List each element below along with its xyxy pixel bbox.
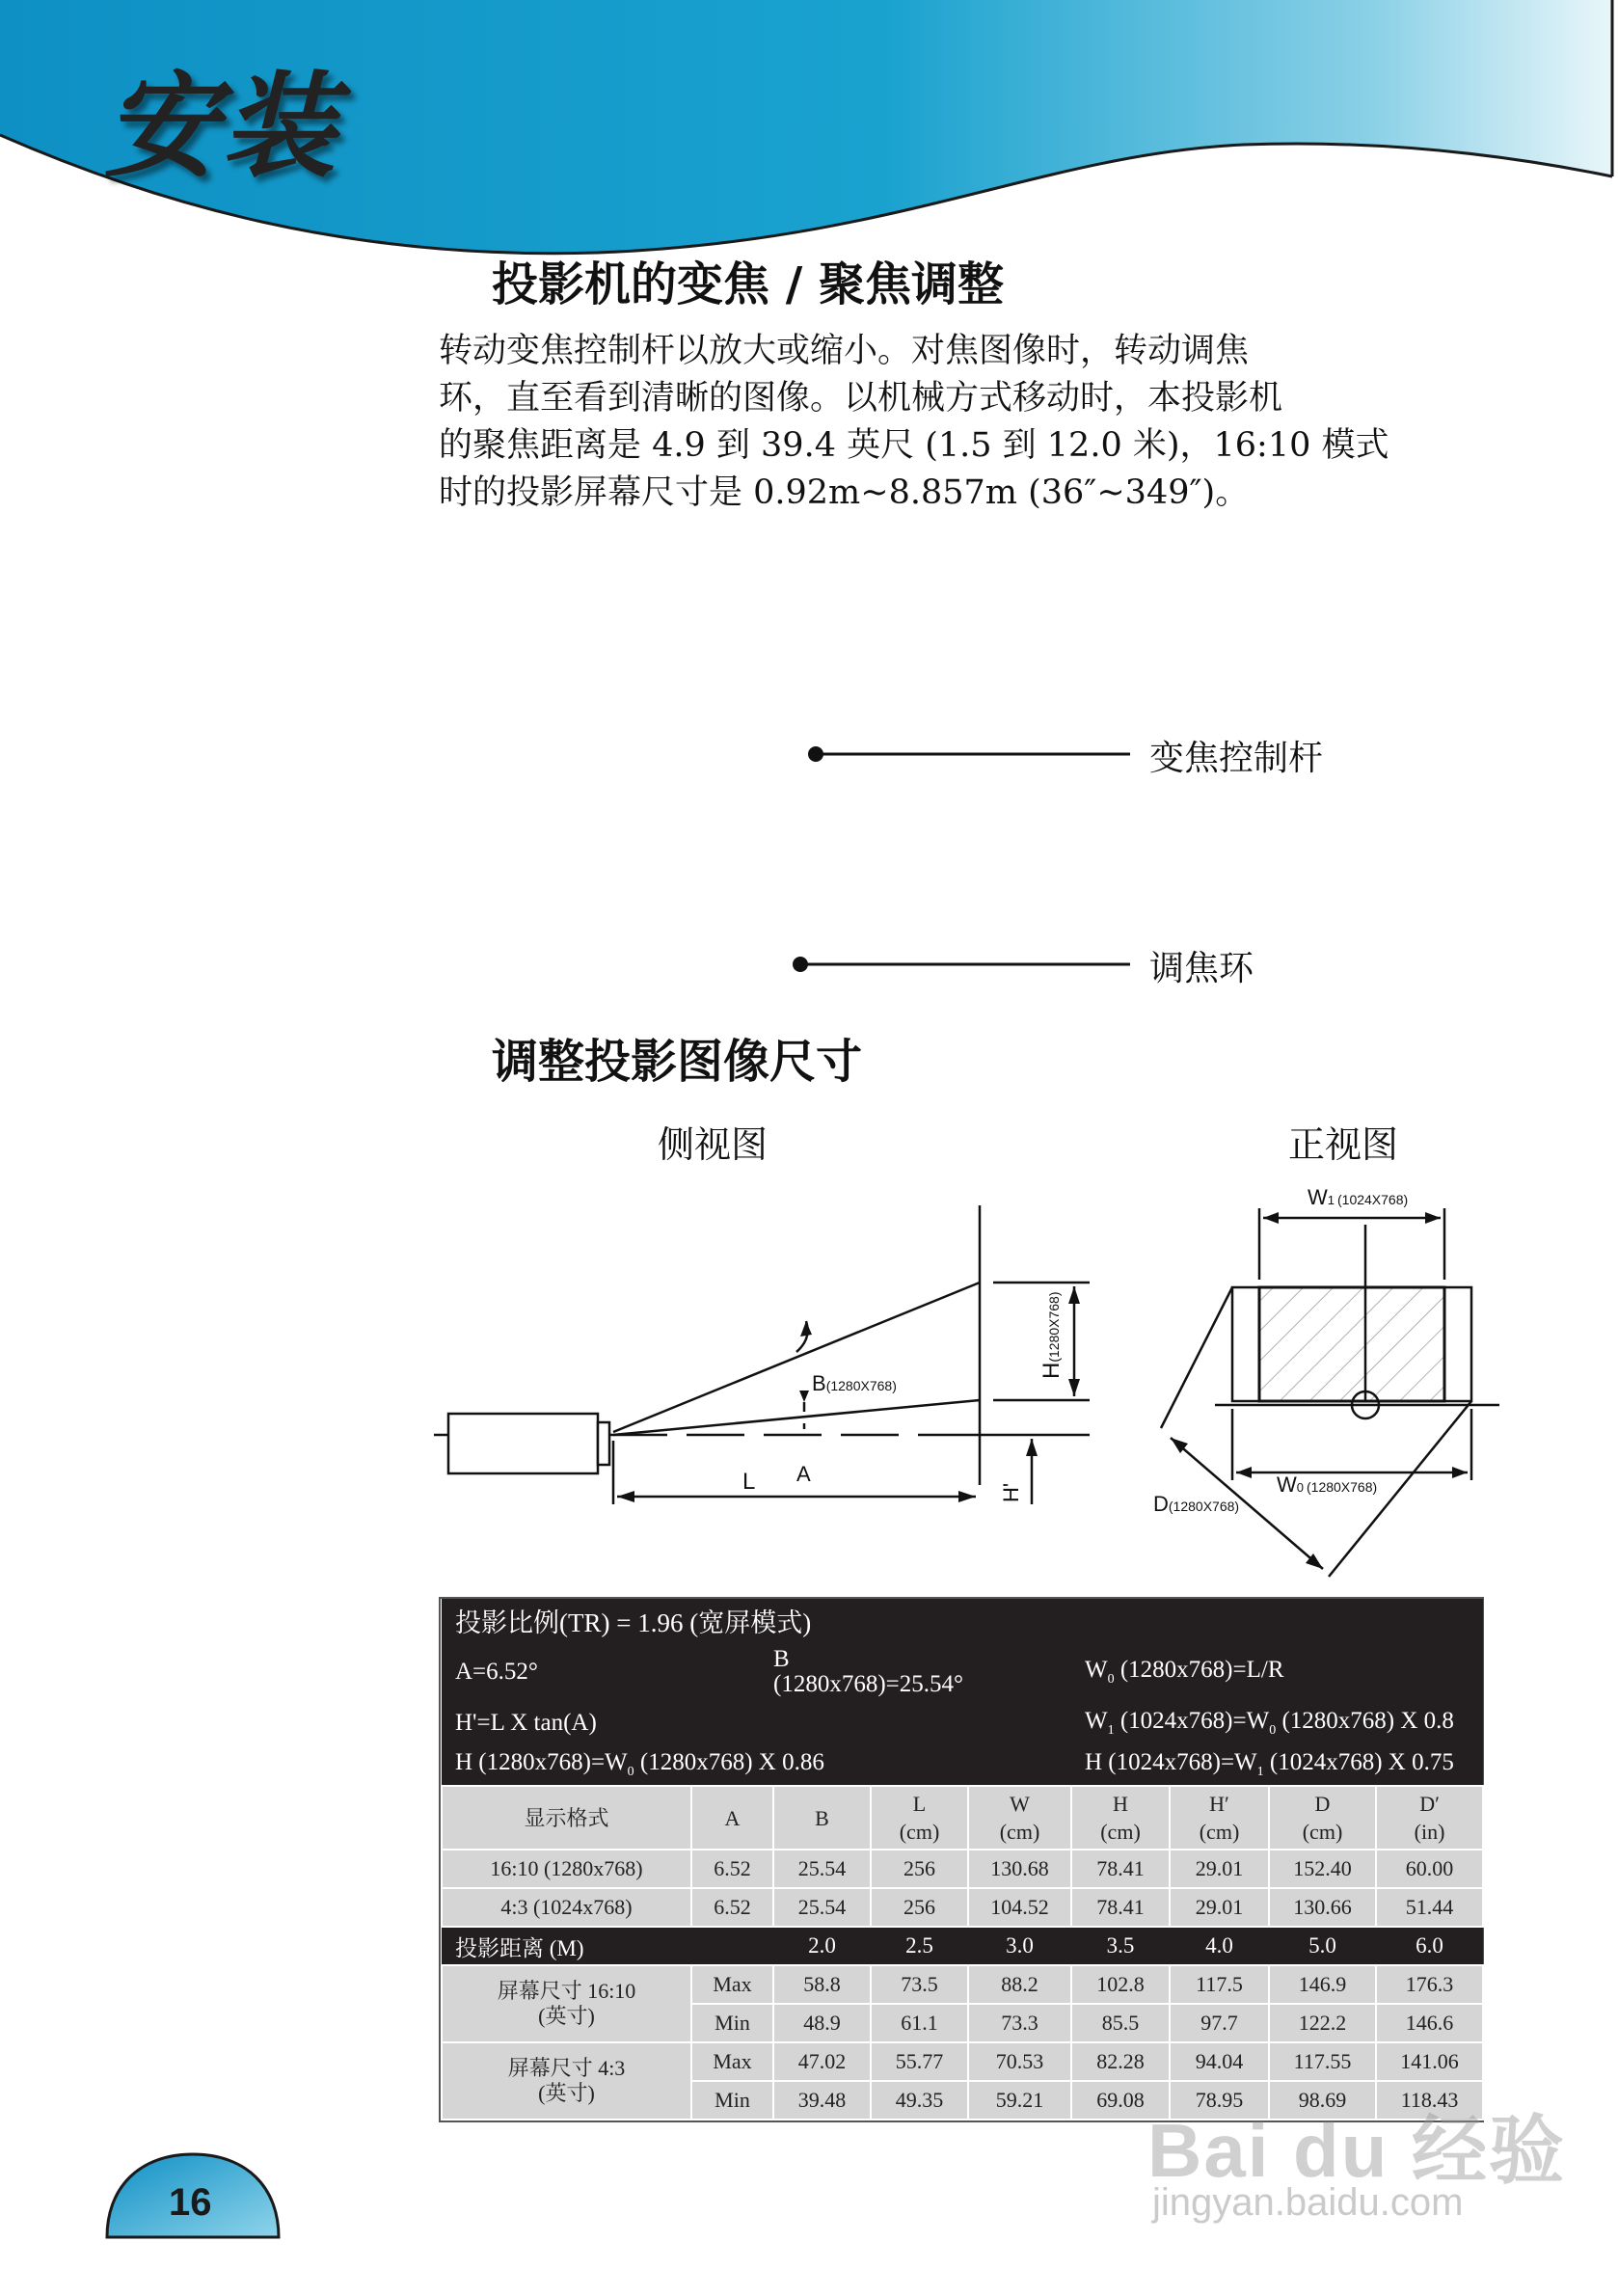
table-row: 屏幕尺寸 16:10 (英寸) Max 58.8 73.5 88.2 102.8 117.5 146.9 176.3: [442, 1965, 1483, 2004]
screen-4-3-area: [1259, 1287, 1444, 1401]
zoom-focus-heading: 投影机的变焦 / 聚焦调整: [492, 257, 1004, 311]
watermark-logo: Bai du 经验: [1147, 2108, 1567, 2193]
arrowhead: [799, 1391, 809, 1402]
beam-upper: [613, 1283, 980, 1432]
formula-a: A=6.52°: [442, 1641, 773, 1703]
table-row: Min 48.9 61.1 73.3 85.5 97.7 122.2 146.6: [442, 2004, 1483, 2042]
arrowhead: [617, 1491, 634, 1502]
paragraph-line: 转动变焦控制杆以放大或缩小。对焦图像时，转动调焦: [439, 332, 1250, 370]
distance-label: 投影距离 (M): [442, 1927, 773, 1965]
side-view-label: 侧视图: [658, 1123, 769, 1166]
side-view-diagram: [424, 1186, 1119, 1553]
arrowhead: [1068, 1286, 1080, 1304]
header-cell: H (cm): [1071, 1786, 1170, 1850]
label-a: A: [796, 1462, 811, 1486]
label-d: D(1280X768): [1153, 1492, 1240, 1516]
table-row: 4:3 (1024x768) 6.52 25.54 256 104.52 78.41 29.01 130.66 51.44: [442, 1888, 1483, 1927]
paragraph-line: 环，直至看到清晰的图像。以机械方式移动时，本投影机: [439, 379, 1283, 418]
label-l: L: [742, 1469, 756, 1495]
formula-w0: $W_0$ (1280x768)=L/R: [1071, 1641, 1483, 1703]
projector-body: [448, 1414, 598, 1473]
arrowhead: [800, 1321, 812, 1337]
group-label: 屏幕尺寸 16:10 (英寸): [442, 1965, 691, 2042]
zoom-lever-label: 变焦控制杆: [1149, 739, 1324, 778]
arrowhead: [1425, 1212, 1441, 1224]
beam-lower: [613, 1400, 980, 1435]
header-cell: B: [773, 1786, 871, 1850]
label-w0: W0 (1280X768): [1277, 1472, 1378, 1497]
table-row: Min 39.48 49.35 59.21 69.08 78.95 98.69 118.43: [442, 2081, 1483, 2120]
header-cell: 显示格式: [442, 1786, 691, 1850]
header-cell: D′ (in): [1376, 1786, 1483, 1850]
arrowhead: [958, 1491, 976, 1502]
front-view-label: 正视图: [1288, 1123, 1399, 1166]
label-b: B(1280X768): [812, 1371, 897, 1395]
formula-b-line: (1280x768)=25.54°: [773, 1671, 963, 1697]
header-cell: W (cm): [968, 1786, 1071, 1850]
label-h-prime: H': [999, 1482, 1023, 1502]
group-label: 屏幕尺寸 4:3 (英寸): [442, 2042, 691, 2120]
callout-lines: [0, 0, 1618, 1061]
dimension-header-row: [442, 1786, 1483, 1850]
label-w1: W1 (1024X768): [1308, 1185, 1409, 1209]
distance-row: 投影距离 (M) 2.0 2.5 3.0 3.5 4.0 5.0 6.0: [442, 1927, 1483, 1965]
formula-w1: $W_1$ $(1024x768)=W_0$ (1280x768) X 0.8: [1071, 1703, 1483, 1743]
front-view-diagram: [1119, 1172, 1504, 1606]
projector-lens: [598, 1422, 609, 1465]
arrowhead: [1236, 1467, 1252, 1478]
arrowhead: [1452, 1467, 1468, 1478]
arrowhead: [1026, 1439, 1038, 1456]
table-row: 屏幕尺寸 4:3 (英寸) Max 47.02 55.77 70.53 82.28 94.04 117.55 141.06: [442, 2042, 1483, 2081]
watermark-url: jingyan.baidu.com: [1152, 2181, 1464, 2224]
arrowhead: [1263, 1212, 1279, 1224]
paragraph-line: 时的投影屏幕尺寸是 0.92m~8.857m (36″~349″)。: [439, 473, 1250, 512]
formula-hprime: H'=L X tan(A): [442, 1703, 1071, 1743]
focus-ring-label: 调焦环: [1149, 949, 1254, 988]
header-cell: H′ (cm): [1170, 1786, 1269, 1850]
d-ext-upper: [1161, 1287, 1232, 1428]
image-size-heading: 调整投影图像尺寸: [492, 1035, 863, 1089]
page-number: 16: [169, 2181, 212, 2224]
formula-title: 投影比例(TR) = 1.96 (宽屏模式): [442, 1599, 1483, 1641]
formula-b: [773, 1641, 1071, 1703]
header-cell: D (cm): [1269, 1786, 1376, 1850]
formula-h1024: H $(1024x768)=W_1$ (1024x768) X 0.75: [1071, 1743, 1483, 1786]
chapter-title: 安装: [104, 60, 340, 193]
formula-b-line: B: [773, 1646, 790, 1672]
label-h: H(1280X768): [1038, 1291, 1065, 1379]
header-cell: L (cm): [871, 1786, 968, 1850]
table-row: 16:10 (1280x768) 6.52 25.54 256 130.68 78.41 29.01 152.40 60.00: [442, 1850, 1483, 1888]
paragraph-line: 的聚焦距离是 4.9 到 39.4 英尺 (1.5 到 12.0 米)，16:10 模式: [439, 426, 1389, 465]
header-cell: A: [691, 1786, 773, 1850]
formula-h1280: H $(1280x768)=W_0$ (1280x768) X 0.86: [442, 1743, 1071, 1786]
arrowhead: [1068, 1379, 1080, 1396]
specification-table: [439, 1597, 1484, 2122]
